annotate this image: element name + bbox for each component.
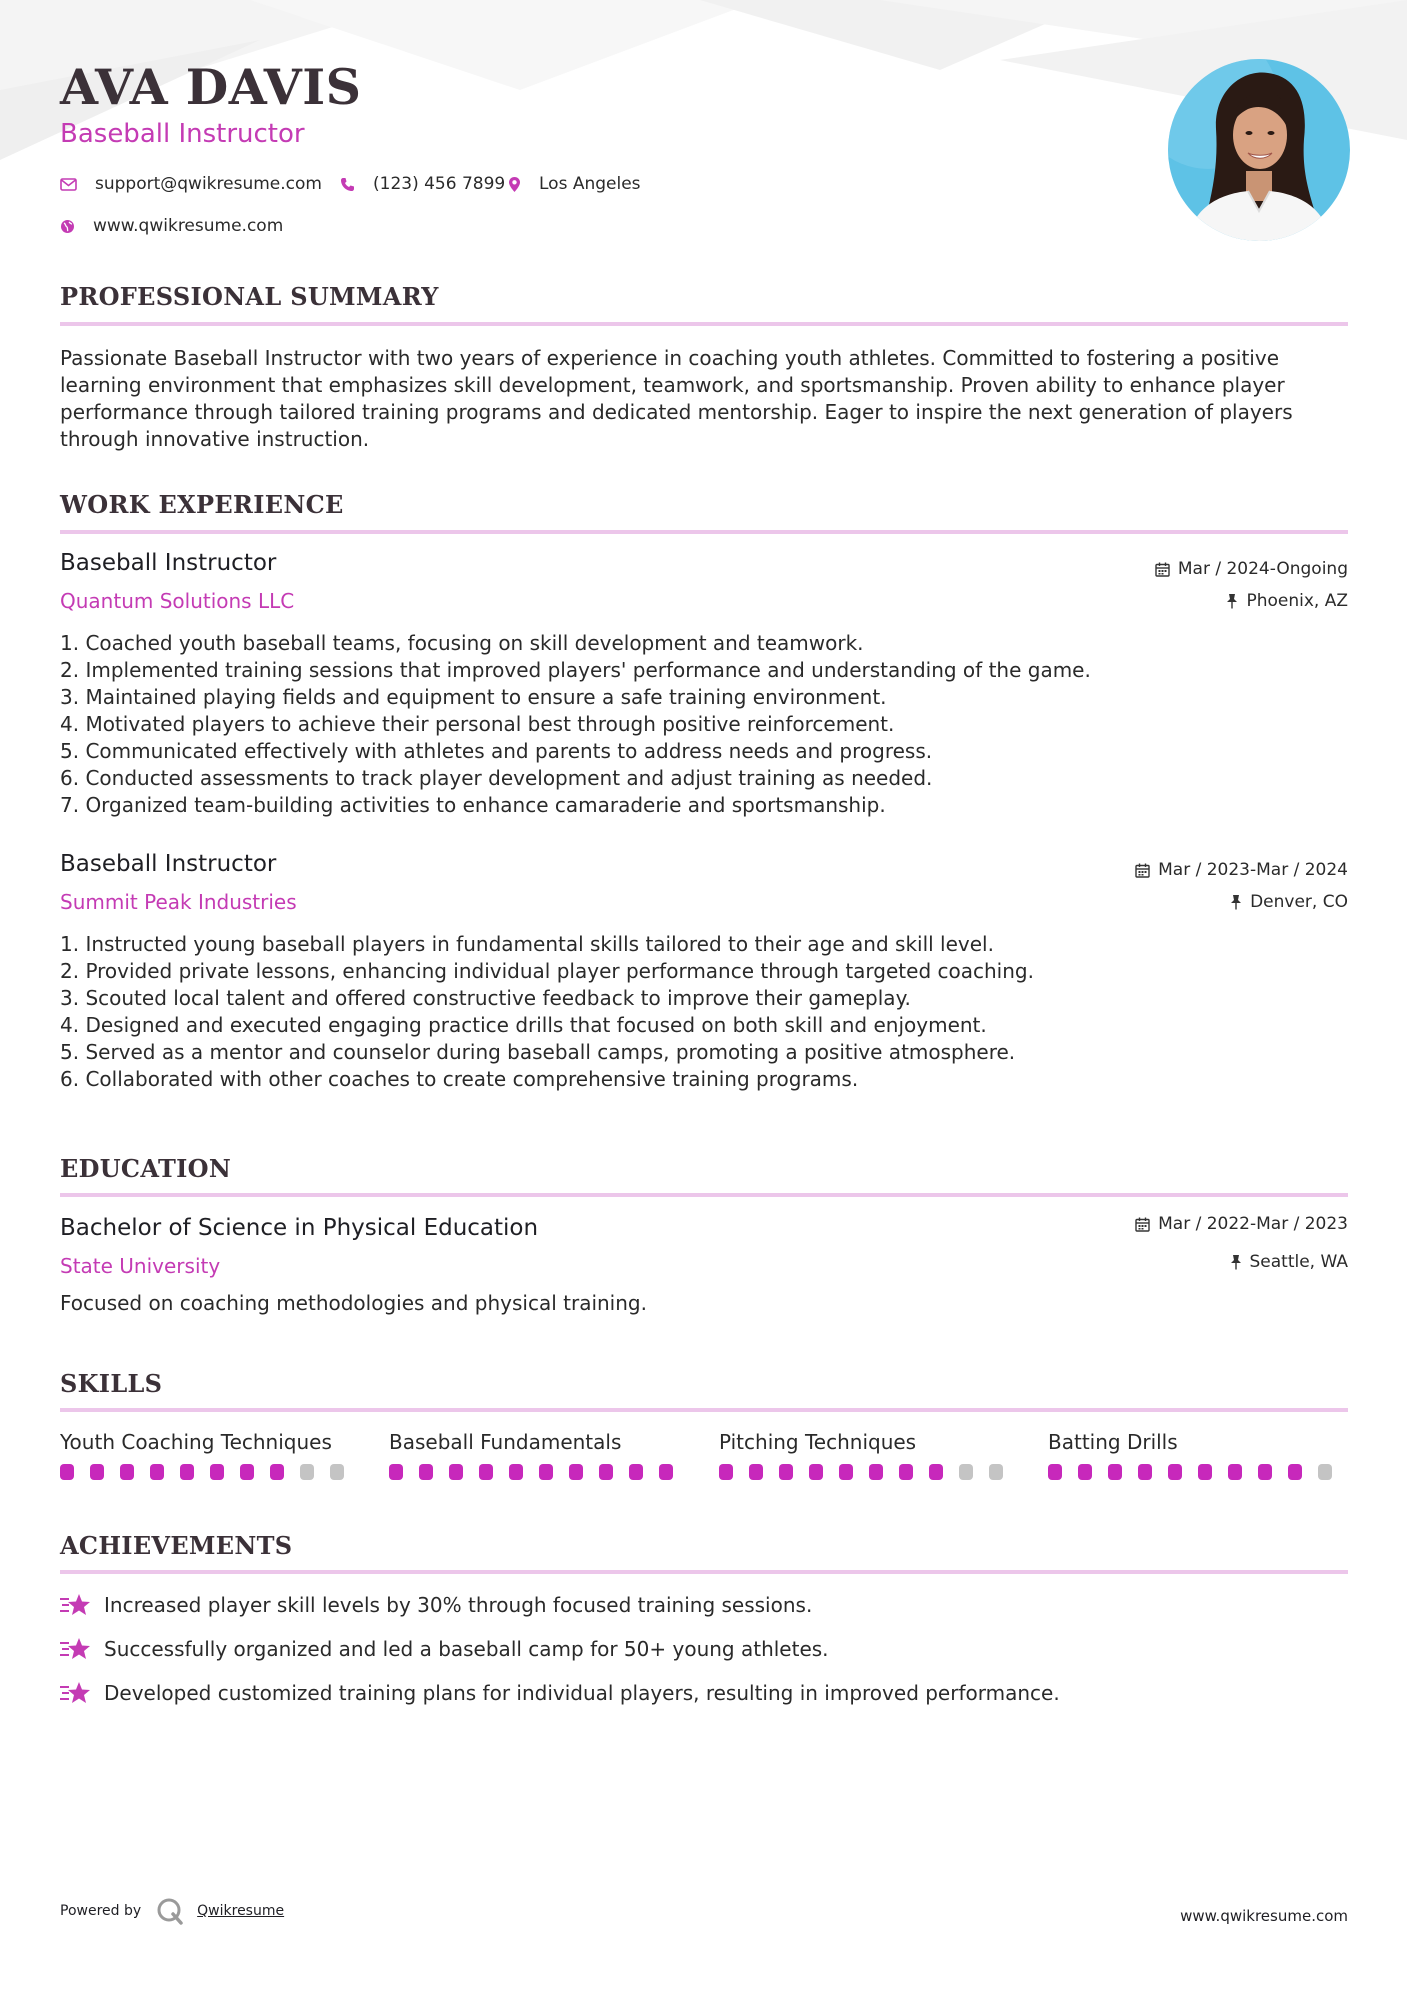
experience-divider bbox=[60, 530, 1348, 534]
education-heading: EDUCATION bbox=[60, 1154, 232, 1183]
rating-dot-filled bbox=[869, 1464, 883, 1480]
rating-dot-filled bbox=[240, 1464, 254, 1480]
profile-photo bbox=[1168, 59, 1350, 241]
summary-text: Passionate Baseball Instructor with two years of experience in coaching youth athletes. Committed to fostering a positive learning environment that emphasizes skill development, teamwork, and sportsmanship. Proven ability to enhance player performance through tailored training programs and dedicated mentorship. Eager to inspire the next generation of players through innovative instruction. bbox=[60, 346, 1293, 451]
footer-website[interactable]: www.qwikresume.com bbox=[1180, 1907, 1348, 1925]
job-location bbox=[1230, 892, 1348, 912]
job-title: Baseball Instructor bbox=[60, 550, 277, 576]
rating-dot-filled bbox=[1138, 1464, 1152, 1480]
rating-dot-filled bbox=[449, 1464, 463, 1480]
rating-dot-filled bbox=[509, 1464, 523, 1480]
skill-rating bbox=[389, 1464, 689, 1480]
rating-dot-filled bbox=[809, 1464, 823, 1480]
rating-dot-filled bbox=[1048, 1464, 1062, 1480]
experience-heading: WORK EXPERIENCE bbox=[60, 490, 344, 519]
rating-dot-filled bbox=[1168, 1464, 1182, 1480]
rating-dot-filled bbox=[180, 1464, 194, 1480]
email-text: support@qwikresume.com bbox=[95, 174, 322, 194]
skill-item bbox=[1048, 1430, 1348, 1480]
skill-item bbox=[719, 1430, 1019, 1480]
job-title: Baseball Instructor bbox=[60, 851, 277, 877]
list-item: 1. Coached youth baseball teams, focusing on skill development and teamwork. bbox=[60, 631, 864, 655]
contact-email[interactable] bbox=[60, 173, 322, 195]
rating-dot-filled bbox=[90, 1464, 104, 1480]
contact-location bbox=[508, 173, 641, 195]
skill-name: Pitching Techniques bbox=[719, 1430, 917, 1454]
rating-dot-filled bbox=[389, 1464, 403, 1480]
list-item: 5. Communicated effectively with athletes and parents to address needs and progress. bbox=[60, 739, 933, 763]
job-responsibilities bbox=[60, 630, 1340, 819]
list-item: 1. Instructed young baseball players in fundamental skills tailored to their age and skill level. bbox=[60, 932, 994, 956]
qwikresume-logo-icon bbox=[155, 1896, 185, 1926]
list-item: 2. Provided private lessons, enhancing individual player performance through targeted coaching. bbox=[60, 959, 1034, 983]
powered-by-label: Powered by bbox=[60, 1903, 142, 1919]
calendar-icon bbox=[1155, 562, 1170, 577]
pushpin-icon bbox=[1230, 1254, 1242, 1270]
education-degree: Bachelor of Science in Physical Education bbox=[60, 1215, 539, 1241]
skill-name: Batting Drills bbox=[1048, 1430, 1178, 1454]
education-dates bbox=[1135, 1214, 1348, 1234]
list-item: 3. Scouted local talent and offered constructive feedback to improve their gameplay. bbox=[60, 986, 911, 1010]
achievement-text: Increased player skill levels by 30% through focused training sessions. bbox=[104, 1593, 813, 1617]
list-item: 5. Served as a mentor and counselor during baseball camps, promoting a positive atmosphere. bbox=[60, 1040, 1016, 1064]
candidate-role: Baseball Instructor bbox=[60, 119, 305, 149]
achievement-item bbox=[60, 1680, 1060, 1706]
rating-dot-filled bbox=[120, 1464, 134, 1480]
job-dates bbox=[1155, 559, 1348, 579]
job-dates-text: Mar / 2024-Ongoing bbox=[1177, 559, 1348, 579]
list-item: 3. Maintained playing fields and equipment to ensure a safe training environment. bbox=[60, 685, 887, 709]
achievement-text: Successfully organized and led a baseball camp for 50+ young athletes. bbox=[104, 1637, 829, 1661]
achievement-item bbox=[60, 1636, 829, 1662]
rating-dot-filled bbox=[60, 1464, 74, 1480]
education-location-text: Seattle, WA bbox=[1249, 1252, 1348, 1272]
education-location bbox=[1230, 1252, 1349, 1272]
contact-phone[interactable] bbox=[340, 173, 505, 195]
rating-dot-filled bbox=[270, 1464, 284, 1480]
skill-rating bbox=[719, 1464, 1019, 1480]
location-text: Los Angeles bbox=[539, 174, 641, 194]
skill-item bbox=[60, 1430, 360, 1480]
summary-heading: PROFESSIONAL SUMMARY bbox=[60, 282, 439, 311]
candidate-name: AVA DAVIS bbox=[60, 58, 362, 116]
qwikresume-link[interactable]: Qwikresume bbox=[197, 1903, 285, 1919]
rating-dot-filled bbox=[749, 1464, 763, 1480]
rating-dot-filled bbox=[659, 1464, 673, 1480]
calendar-icon bbox=[1135, 1217, 1150, 1232]
skill-rating bbox=[1048, 1464, 1348, 1480]
rating-dot-filled bbox=[210, 1464, 224, 1480]
list-item: 2. Implemented training sessions that improved players' performance and understanding of the game. bbox=[60, 658, 1091, 682]
job-dates bbox=[1135, 860, 1348, 880]
rating-dot-filled bbox=[419, 1464, 433, 1480]
job-company: Quantum Solutions LLC bbox=[60, 589, 295, 613]
rating-dot-filled bbox=[599, 1464, 613, 1480]
shooting-star-icon bbox=[60, 1680, 92, 1706]
education-dates-text: Mar / 2022-Mar / 2023 bbox=[1158, 1214, 1348, 1234]
website-text: www.qwikresume.com bbox=[93, 216, 284, 236]
achievement-item bbox=[60, 1592, 812, 1618]
rating-dot-filled bbox=[719, 1464, 733, 1480]
rating-dot-filled bbox=[1228, 1464, 1242, 1480]
rating-dot-filled bbox=[569, 1464, 583, 1480]
rating-dot-filled bbox=[1108, 1464, 1122, 1480]
rating-dot-empty bbox=[330, 1464, 344, 1480]
job-responsibilities bbox=[60, 931, 1340, 1093]
skill-rating bbox=[60, 1464, 360, 1480]
shooting-star-icon bbox=[60, 1592, 92, 1618]
skill-name: Youth Coaching Techniques bbox=[60, 1430, 332, 1454]
job-company: Summit Peak Industries bbox=[60, 890, 297, 914]
phone-text: (123) 456 7899 bbox=[373, 174, 506, 194]
education-school: State University bbox=[60, 1254, 221, 1278]
summary-divider bbox=[60, 322, 1348, 326]
rating-dot-filled bbox=[1078, 1464, 1092, 1480]
rating-dot-empty bbox=[959, 1464, 973, 1480]
rating-dot-filled bbox=[1288, 1464, 1302, 1480]
globe-icon bbox=[60, 219, 75, 234]
rating-dot-filled bbox=[1258, 1464, 1272, 1480]
phone-icon bbox=[340, 177, 355, 192]
skill-name: Baseball Fundamentals bbox=[389, 1430, 622, 1454]
rating-dot-filled bbox=[779, 1464, 793, 1480]
achievement-text: Developed customized training plans for individual players, resulting in improved performance. bbox=[104, 1681, 1060, 1705]
email-icon bbox=[60, 178, 77, 191]
achievements-heading: ACHIEVEMENTS bbox=[60, 1531, 293, 1560]
list-item: 6. Conducted assessments to track player development and adjust training as needed. bbox=[60, 766, 933, 790]
rating-dot-filled bbox=[929, 1464, 943, 1480]
list-item: 4. Designed and executed engaging practice drills that focused on both skill and enjoyment. bbox=[60, 1013, 987, 1037]
list-item: 6. Collaborated with other coaches to create comprehensive training programs. bbox=[60, 1067, 859, 1091]
rating-dot-filled bbox=[839, 1464, 853, 1480]
list-item: 4. Motivated players to achieve their personal best through positive reinforcement. bbox=[60, 712, 895, 736]
rating-dot-filled bbox=[150, 1464, 164, 1480]
pushpin-icon bbox=[1230, 894, 1242, 910]
rating-dot-filled bbox=[899, 1464, 913, 1480]
education-description: Focused on coaching methodologies and physical training. bbox=[60, 1291, 647, 1315]
skill-item bbox=[389, 1430, 689, 1480]
pushpin-icon bbox=[1226, 593, 1238, 609]
education-divider bbox=[60, 1193, 1348, 1197]
calendar-icon bbox=[1135, 863, 1150, 878]
rating-dot-filled bbox=[539, 1464, 553, 1480]
list-item: 7. Organized team-building activities to enhance camaraderie and sportsmanship. bbox=[60, 793, 886, 817]
job-location-text: Denver, CO bbox=[1250, 892, 1348, 912]
rating-dot-filled bbox=[1198, 1464, 1212, 1480]
footer-powered-by bbox=[60, 1896, 284, 1926]
skills-divider bbox=[60, 1408, 1348, 1412]
job-location bbox=[1226, 591, 1348, 611]
shooting-star-icon bbox=[60, 1636, 92, 1662]
job-location-text: Phoenix, AZ bbox=[1246, 591, 1348, 611]
job-dates-text: Mar / 2023-Mar / 2024 bbox=[1158, 860, 1348, 880]
contact-website[interactable] bbox=[60, 215, 283, 237]
rating-dot-filled bbox=[629, 1464, 643, 1480]
achievements-divider bbox=[60, 1570, 1348, 1574]
rating-dot-filled bbox=[479, 1464, 493, 1480]
map-pin-icon bbox=[508, 176, 521, 193]
rating-dot-empty bbox=[989, 1464, 1003, 1480]
rating-dot-empty bbox=[1318, 1464, 1332, 1480]
rating-dot-empty bbox=[300, 1464, 314, 1480]
skills-heading: SKILLS bbox=[60, 1369, 163, 1398]
